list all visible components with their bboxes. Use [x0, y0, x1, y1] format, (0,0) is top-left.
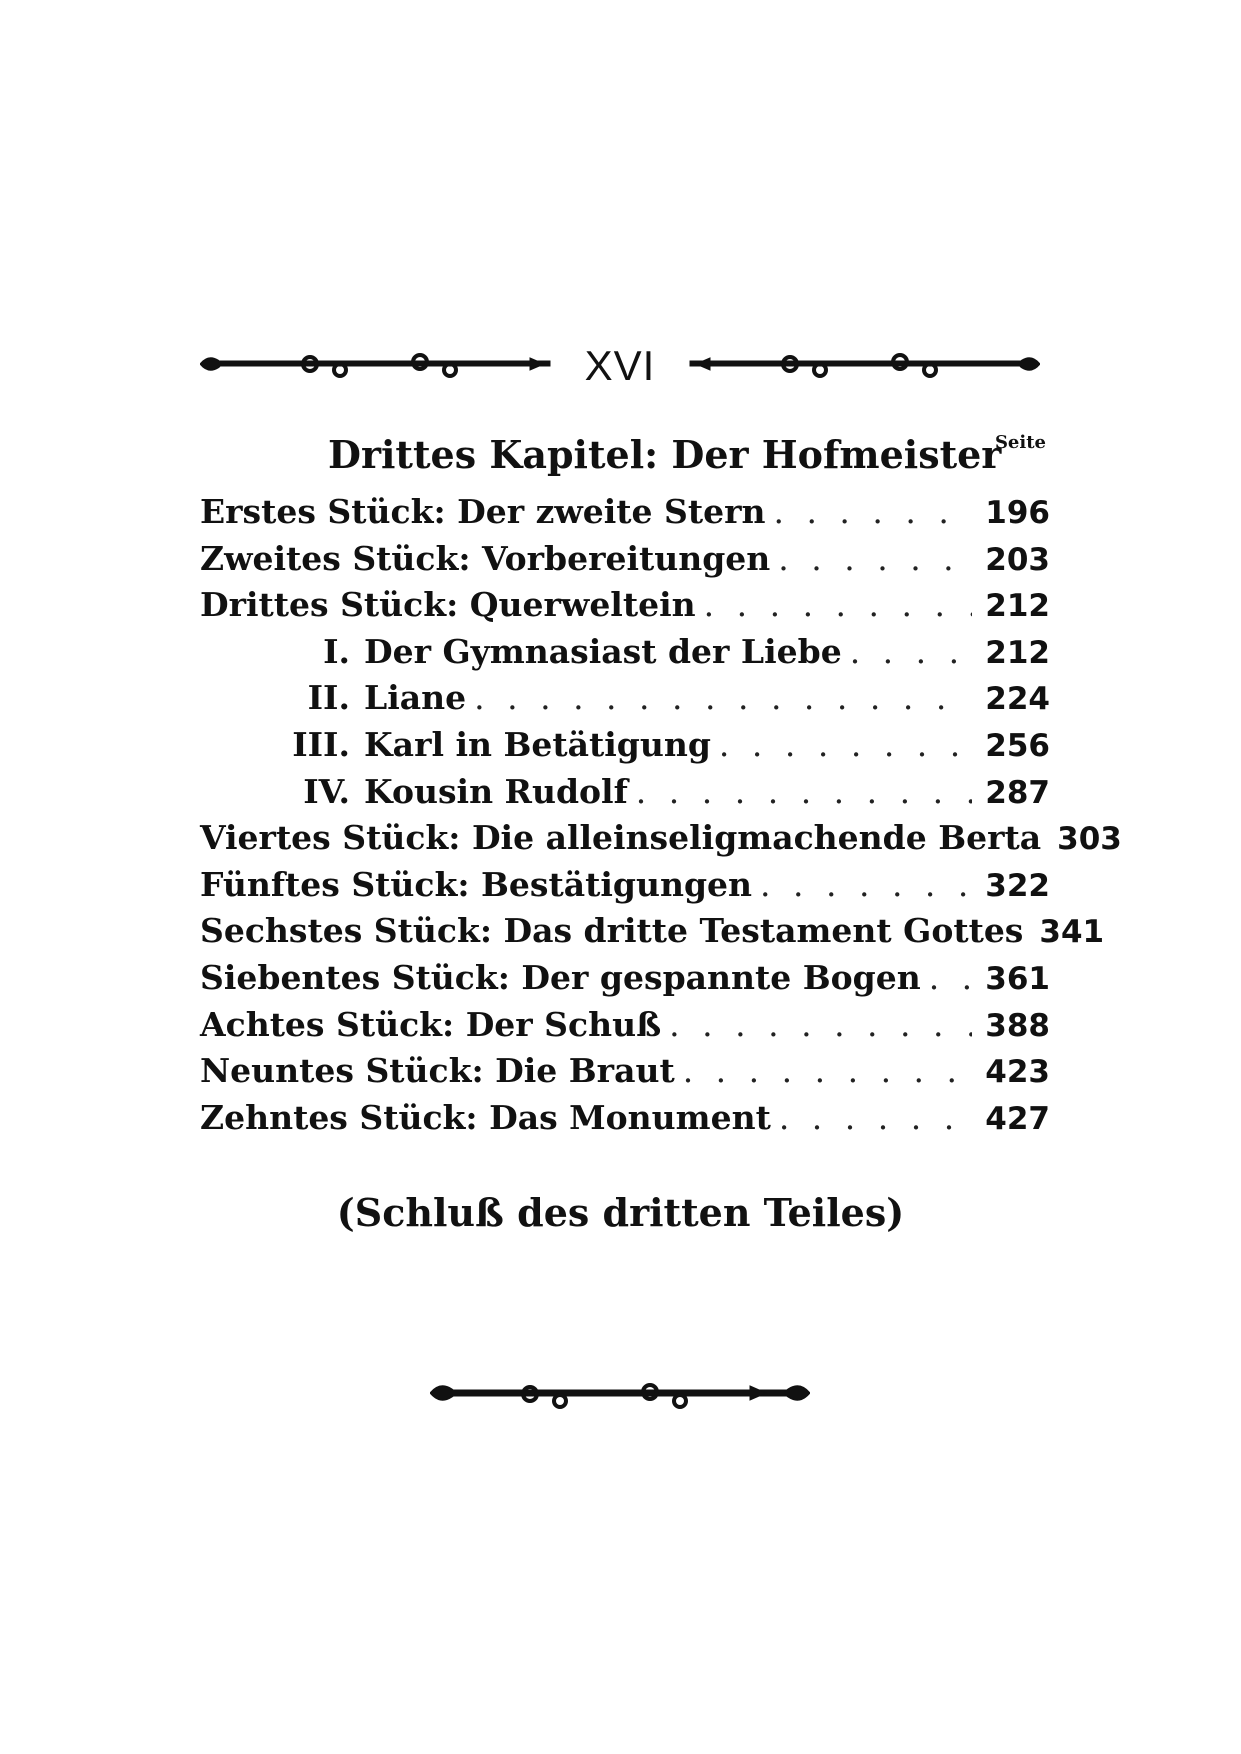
- entry-page-number: 256: [985, 727, 1050, 764]
- entry-label: [200, 958, 921, 997]
- entry-page-number: 303: [1057, 821, 1122, 858]
- page-header: [200, 340, 1040, 390]
- toc-entry: [200, 865, 1050, 912]
- toc-entry: [200, 958, 1050, 1005]
- entry-label: [200, 492, 765, 531]
- toc-entry: [200, 911, 1105, 958]
- entry-title: Liane: [364, 678, 467, 718]
- dot-leader: [850, 632, 972, 671]
- entry-label: [200, 911, 1023, 950]
- entry-page-number: 212: [985, 588, 1050, 625]
- page-number: XVI: [200, 342, 1040, 390]
- entry-page-number: 224: [985, 681, 1050, 718]
- entry-number: IV.: [303, 771, 350, 811]
- toc-entry: [200, 632, 1050, 679]
- toc-entry: [200, 539, 1050, 586]
- entry-title: Karl in Betätigung: [364, 724, 711, 764]
- toc-entry: [200, 1051, 1050, 1098]
- dot-leader: [636, 772, 972, 811]
- entry-page-number: 341: [1039, 914, 1105, 951]
- entry-title: Zehntes Stück: Das Monument: [200, 1097, 771, 1137]
- dot-leader: [779, 1098, 972, 1137]
- page-column-label: Seite: [994, 432, 1046, 453]
- entry-label: [200, 678, 466, 717]
- footer-ornament: [430, 1370, 810, 1416]
- entry-page-number: 212: [985, 634, 1050, 671]
- entry-title: Zweites Stück: Vorbereitungen: [200, 538, 771, 578]
- chapter-heading-row: [200, 432, 1050, 492]
- toc-entry: [200, 725, 1050, 772]
- closing-note: (Schluß des dritten Teiles): [336, 1190, 905, 1235]
- dot-leader: [929, 958, 972, 997]
- toc-entry: [200, 1005, 1050, 1052]
- entry-page-number: 361: [985, 960, 1050, 997]
- entry-label: [200, 632, 842, 671]
- entry-label: [200, 772, 628, 811]
- entry-title: Achtes Stück: Der Schuß: [200, 1004, 662, 1044]
- table-of-contents: [200, 432, 1122, 1144]
- dot-leader: [773, 492, 972, 531]
- toc-entries: [200, 492, 1122, 1144]
- dot-leader: [760, 865, 972, 904]
- entry-page-number: 388: [985, 1007, 1050, 1044]
- dot-leader: [683, 1051, 972, 1090]
- entry-title: Viertes Stück: Die alleinseligmachende Berta: [200, 818, 1042, 858]
- entry-label: [200, 865, 752, 904]
- entry-page-number: 423: [985, 1054, 1050, 1091]
- entry-label: [200, 725, 711, 764]
- entry-label: [200, 585, 696, 624]
- entry-number: I.: [323, 631, 350, 671]
- entry-label: [200, 1098, 771, 1137]
- entry-number: II.: [307, 678, 350, 718]
- dot-leader: [704, 585, 972, 624]
- entry-title: Fünftes Stück: Bestätigungen: [200, 864, 753, 904]
- toc-entry: [200, 678, 1050, 725]
- entry-title: Kousin Rudolf: [364, 771, 628, 811]
- entry-page-number: 287: [985, 774, 1050, 811]
- entry-label: [200, 1051, 675, 1090]
- toc-entry: [200, 1098, 1050, 1145]
- entry-label: [200, 818, 1041, 857]
- entry-page-number: 322: [985, 867, 1050, 904]
- chapter-title: Drittes Kapitel: Der Hofmeister: [328, 432, 1002, 477]
- entry-page-number: 203: [985, 541, 1050, 578]
- toc-entry: [200, 818, 1122, 865]
- entry-title: Neuntes Stück: Die Braut: [200, 1051, 675, 1091]
- entry-label: [200, 539, 770, 578]
- entry-title: Sechstes Stück: Das dritte Testament Gottes: [200, 911, 1024, 951]
- dot-leader: [719, 725, 972, 764]
- dot-leader: [778, 539, 972, 578]
- entry-page-number: 196: [985, 495, 1050, 531]
- dot-leader: [669, 1005, 972, 1044]
- entry-label: [200, 1005, 661, 1044]
- entry-number: III.: [292, 724, 350, 764]
- entry-page-number: 427: [985, 1100, 1050, 1137]
- toc-entry: [200, 772, 1050, 819]
- entry-title: Siebentes Stück: Der gespannte Bogen: [200, 957, 921, 997]
- toc-entry: [200, 585, 1050, 632]
- dot-leader: [474, 678, 972, 717]
- entry-title: Der Gymnasiast der Liebe: [364, 631, 842, 671]
- entry-title: Erstes Stück: Der zweite Stern: [200, 492, 766, 531]
- toc-entry: [200, 492, 1050, 539]
- entry-title: Drittes Stück: Querweltein: [200, 585, 696, 625]
